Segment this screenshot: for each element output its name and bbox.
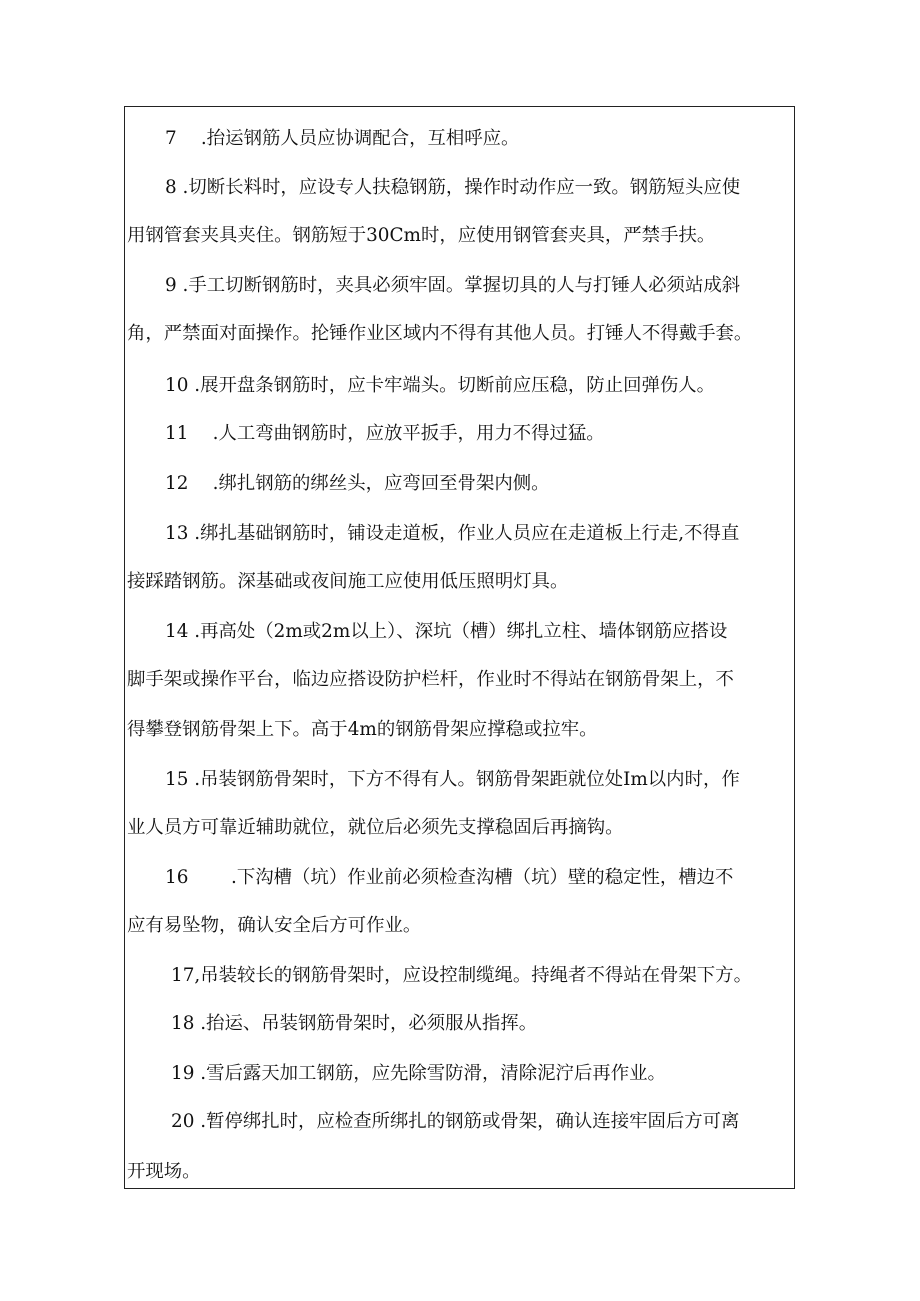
clause-12-line-1: 12 .绑扎钢筋的绑丝头，应弯回至骨架内侧。 [165,473,550,494]
clause-19-line-1: 19 .雪后露天加工钢筋，应先除雪防滑，清除泥泞后再作业。 [171,1063,666,1084]
clause-7-line-1: 7 .抬运钢筋人员应协调配合，互相呼应。 [165,128,520,149]
clause-8-line-2: 用钢管套夹具夹住。钢筋短于30Cm时，应使用钢管套夹具，严禁手扶。 [127,225,716,246]
clause-18-line-1: 18 .抬运、吊装钢筋骨架时，必须服从指挥。 [171,1013,538,1034]
clause-14-line-2: 脚手架或操作平台，临边应搭设防护栏杆，作业时不得站在钢筋骨架上，不 [127,669,734,690]
clause-17-line-1: 17,吊装较长的钢筋骨架时，应设控制缆绳。持绳者不得站在骨架下方。 [171,965,752,986]
clause-13-line-2: 接踩踏钢筋。深基础或夜间施工应使用低压照明灯具。 [127,571,569,592]
clause-14-line-1: 14 .再高处（2m或2m以上）、深坑（槽）绑扎立柱、墙体钢筋应搭设 [165,621,728,642]
clause-13-line-1: 13 .绑扎基础钢筋时，铺设走道板，作业人员应在走道板上行走,不得直 [165,523,740,544]
clause-16-line-2: 应有易坠物，确认安全后方可作业。 [127,915,422,936]
clause-14-line-3: 得攀登钢筋骨架上下。高于4m的钢筋骨架应撑稳或拉牢。 [127,719,598,740]
clause-8-line-1: 8 .切断长料时，应设专人扶稳钢筋，操作时动作应一致。钢筋短头应使 [165,177,741,198]
clause-15-line-2: 业人员方可靠近辅助就位，就位后必须先支撑稳固后再摘钩。 [127,817,624,838]
clause-9-line-1: 9 .手工切断钢筋时，夹具必须牢固。掌握切具的人与打锤人必须站成斜 [165,275,741,296]
clause-15-line-1: 15 .吊装钢筋骨架时，下方不得有人。钢筋骨架距就位处Im以内时，作 [165,769,740,790]
clause-16-line-1: 16 .下沟槽（坑）作业前必须检查沟槽（坑）壁的稳定性，槽边不 [165,867,734,888]
clause-20-line-2: 开现场。 [127,1161,201,1182]
clause-10-line-1: 10 .展开盘条钢筋时，应卡牢端头。切断前应压稳，防止回弹伤人。 [165,375,716,396]
clause-20-line-1: 20 .暂停绑扎时，应检查所绑扎的钢筋或骨架，确认连接牢固后方可离 [171,1111,740,1132]
content-table-cell [124,106,795,1189]
clause-9-line-2: 角，严禁面对面操作。抡锤作业区域内不得有其他人员。打锤人不得戴手套。 [127,323,753,344]
clause-11-line-1: 11 .人工弯曲钢筋时，应放平扳手，用力不得过猛。 [165,423,605,444]
